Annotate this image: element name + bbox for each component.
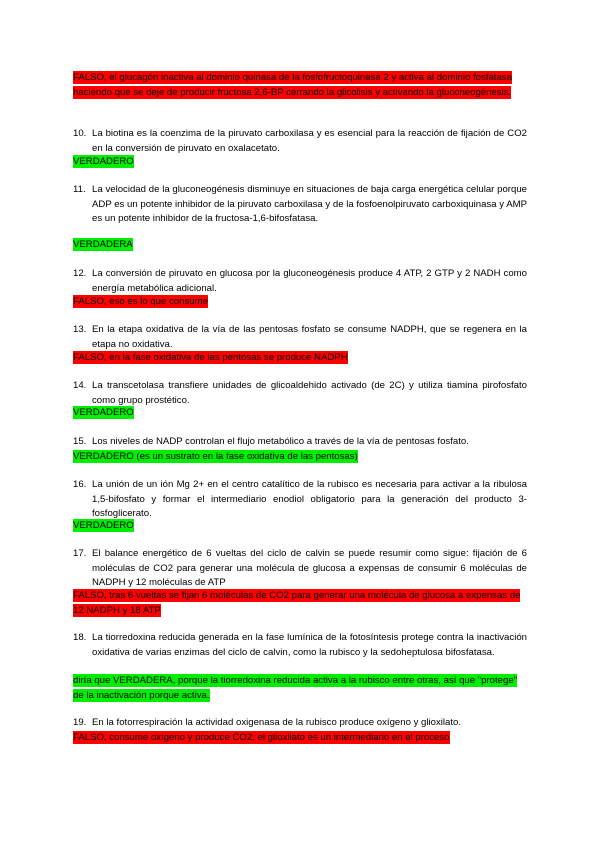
question-14 (73, 379, 527, 408)
question-19 (73, 716, 527, 731)
question-number: 18. (73, 632, 87, 643)
question-text: Los niveles de NADP controlan el flujo metabólico a través de la vía de pentosas fosfato. (92, 436, 469, 447)
question-text: El balance energético de 6 vueltas del ciclo de calvin se puede resumir como sigue: fijación de 6 moléculas de CO2 para generar una molécula de glucosa a expensas de consumir 6 moléculas de NADPH y 12 moléculas de ATP (92, 548, 527, 588)
question-text: En la etapa oxidativa de la vía de las pentosas fosfato se consume NADPH, que se regenera en la etapa no oxidativa. (92, 324, 527, 350)
question-number: 16. (73, 479, 87, 490)
answer-18 (73, 674, 527, 703)
question-text: La conversión de piruvato en glucosa por la gluconeogénesis produce 4 ATP, 2 GTP y 2 NADH como energía metabólica adicional. (92, 268, 527, 294)
question-text: La tiorredoxina reducida generada en la fase lumínica de la fotosíntesis protege contra la inactivación oxidativa de varias enzimas del ciclo de calvin, como la rubisco y la sedoheptulosa bifosfatasa. (92, 632, 527, 658)
answer-9-text: FALSO, el glucagón inactiva al dominio quinasa de la fosfofructoquinasa 2 y activa al dominio fosfatasa haciendo que se deje de producir fructosa 2,6-BP cerrando la glicolisis y activando la gluconeogénesis. (73, 72, 512, 98)
answer-14 (73, 406, 527, 421)
answer-17-text: FALSO, tras 6 vueltas se fijan 6 moléculas de CO2 para generar una molécula de glucosa a expensas de 12 NADPH y 18 ATP (73, 590, 521, 616)
answer-10 (73, 155, 527, 170)
answer-10-text: VERDADERO (73, 156, 134, 167)
question-text: La unión de un ión Mg 2+ en el centro catalítico de la rubisco es necesaria para activar a la ribulosa 1,5-bifosfato y formar el intermediario enodiol obligatorio para la generación del producto 3-fosfoglicerato. (92, 479, 527, 519)
answer-11 (73, 238, 527, 253)
question-18 (73, 631, 527, 660)
question-number: 14. (73, 380, 87, 391)
question-10 (73, 127, 527, 156)
answer-15-text: VERDADERO (es un sustrato en la fase oxidativa de las pentosas) (73, 451, 358, 462)
question-number: 17. (73, 548, 87, 559)
question-number: 10. (73, 128, 87, 139)
question-16 (73, 478, 527, 522)
question-number: 19. (73, 717, 87, 728)
answer-13-text: FALSO, en la fase oxidativa de las pentosas se produce NADPH (73, 352, 348, 363)
answer-16-text: VERDADERO (73, 520, 134, 531)
answer-11-text: VERDADERA (73, 239, 133, 250)
question-text: La transcetolasa transfiere unidades de glicoaldehido activado (de 2C) y utiliza tiamina pirofosfato como grupo prostético. (92, 380, 527, 406)
question-number: 15. (73, 436, 87, 447)
question-number: 13. (73, 324, 87, 335)
question-number: 12. (73, 268, 87, 279)
answer-17 (73, 589, 527, 618)
question-15 (73, 435, 527, 450)
question-text: En la fotorrespiración la actividad oxigenasa de la rubisco produce oxígeno y glioxilato. (92, 717, 462, 728)
question-12 (73, 267, 527, 296)
question-17 (73, 547, 527, 591)
answer-14-text: VERDADERO (73, 407, 134, 418)
answer-18-text: diría que VERDADERA, porque la tiorredoxina reducida activa a la rubisco entre otras, así que "protege" de la inactivación porque activa. (73, 675, 518, 701)
answer-19-text: FALSO, consume oxígeno y produce CO2, el glioxilato es un intermediario en el proceso (73, 732, 450, 743)
question-text: La velocidad de la gluconeogénesis disminuye en situaciones de baja carga energética celular porque ADP es un potente inhibidor de la piruvato carboxilasa y de la fosfoenolpiruvato carboxiquinasa y AMP es un potente inhibidor de la fructosa-1,6-bifosfatasa. (92, 184, 528, 224)
answer-9 (73, 71, 527, 100)
answer-16 (73, 519, 527, 534)
answer-12 (73, 295, 527, 310)
question-13 (73, 323, 527, 352)
question-number: 11. (73, 184, 86, 195)
answer-12-text: FALSO, eso es lo que consume (73, 296, 208, 307)
question-text: La biotina es la coenzima de la piruvato carboxilasa y es esencial para la reacción de fijación de CO2 en la conversión de piruvato en oxalacetato. (92, 128, 527, 154)
question-11 (73, 183, 528, 227)
answer-15 (73, 450, 527, 465)
answer-19 (73, 731, 527, 746)
answer-13 (73, 351, 527, 366)
